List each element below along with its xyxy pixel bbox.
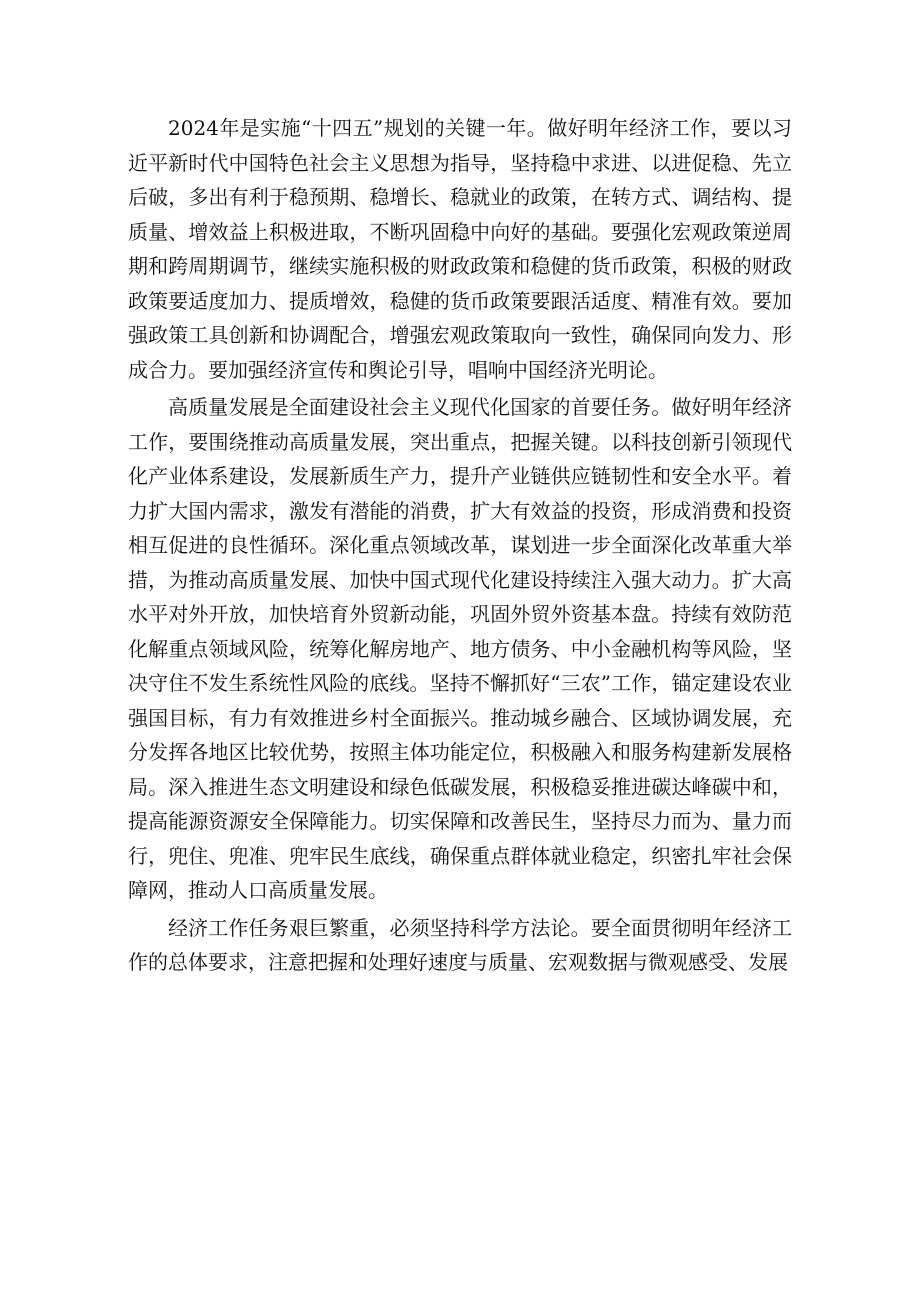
document-body [128,111,792,983]
paragraph-1: 2024年是实施“十四五”规划的关键一年。做好明年经济工作，要以习近平新时代中国特色社会主义思想为指导，坚持稳中求进、以进促稳、先立后破，多出有利于稳预期、稳增长、稳就业的政策，在转方式、调结构、提质量、增效益上积极进取，不断巩固稳中向好的基础。要强化宏观政策逆周期和跨周期调节，继续实施积极的财政政策和稳健的货币政策，积极的财政政策要适度加力、提质增效，稳健的货币政策要跟活适度、精准有效。要加强政策工具创新和协调配合，增强宏观政策取向一致性，确保同向发力、形成合力。要加强经济宣传和舆论引导，唱响中国经济光明论。 [128,116,792,382]
paragraph-3: 经济工作任务艰巨繁重，必须坚持科学方法论。要全面贯彻明年经济工作的总体要求，注意把握和处理好速度与质量、宏观数据与微观感受、发展 [128,915,792,974]
paragraph-2: 高质量发展是全面建设社会主义现代化国家的首要任务。做好明年经济工作，要围绕推动高质量发展，突出重点，把握关键。以科技创新引领现代化产业体系建设，发展新质生产力，提升产业链供应链韧性和安全水平。着力扩大国内需求，激发有潜能的消费，扩大有效益的投资，形成消费和投资相互促进的良性循环。深化重点领域改革，谋划进一步全面深化改革重大举措，为推动高质量发展、加快中国式现代化建设持续注入强大动力。扩大高水平对外开放，加快培育外贸新动能，巩固外贸外资基本盘。持续有效防范化解重点领域风险，统筹化解房地产、地方债务、中小金融机构等风险，坚决守住不发生系统性风险的底线。坚持不懈抓好“三农”工作，锚定建设农业强国目标，有力有效推进乡村全面振兴。推动城乡融合、区域协调发展，充分发挥各地区比较优势，按照主体功能定位，积极融入和服务构建新发展格局。深入推进生态文明建设和绿色低碳发展，积极稳妥推进碳达峰碳中和，提高能源资源安全保障能力。切实保障和改善民生，坚持尽力而为、量力而行，兜住、兜准、兜牢民生底线，确保重点群体就业稳定，织密扎牢社会保障网，推动人口高质量发展。 [128,395,792,902]
